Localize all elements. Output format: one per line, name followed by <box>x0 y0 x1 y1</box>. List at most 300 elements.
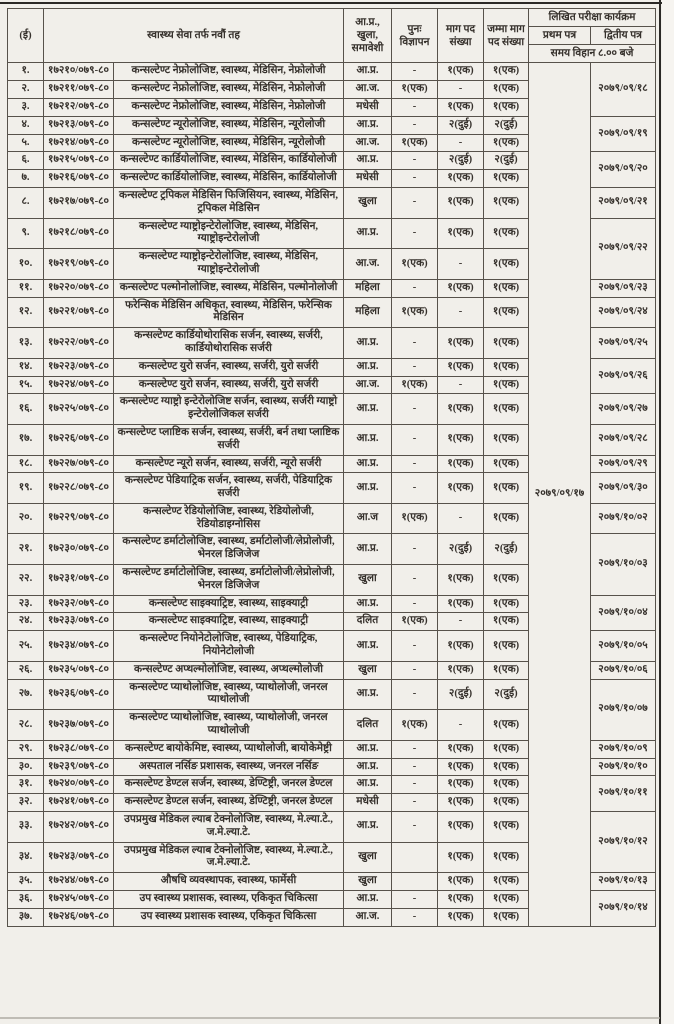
cell-readvert: - <box>392 776 438 794</box>
cell-serial: ५. <box>8 134 44 152</box>
vacancy-exam-schedule-table <box>7 8 656 927</box>
cell-total: १(एक) <box>484 218 529 249</box>
cell-readvert: - <box>392 394 438 425</box>
page-right-border-line <box>659 0 661 1024</box>
cell-category: आ.प्र. <box>344 679 392 710</box>
cell-advert-no: १७२३१/०७९-८० <box>44 565 114 596</box>
cell-position: कन्सल्टेण्ट प्लाष्टिक सर्जन, स्वास्थ्य, सर्जरी, बर्न तथा प्लाष्टिक सर्जरी <box>114 424 344 455</box>
cell-paper2-date: २०७९/१०/०७ <box>591 679 656 740</box>
cell-paper2-date: २०७९/१०/०३ <box>591 534 656 595</box>
cell-category: आ.प्र. <box>344 358 392 376</box>
cell-advert-no: १७२२४/०७९-८० <box>44 376 114 394</box>
cell-advert-no: १७२३८/०७९-८० <box>44 740 114 758</box>
cell-paper2-date: २०७९/०९/१९ <box>591 116 656 152</box>
cell-paper2-date: २०७९/०९/२१ <box>591 187 656 218</box>
cell-readvert: १(एक) <box>392 134 438 152</box>
cell-paper2-date: २०७९/०९/२७ <box>591 394 656 425</box>
cell-category: मधेसी <box>344 170 392 188</box>
cell-paper2-date: २०७९/०९/२५ <box>591 328 656 359</box>
cell-position: कन्सल्टेण्ट बायोकेमिष्ट, स्वास्थ्य, प्याथोलोजी, बायोकेमेष्ट्री <box>114 740 344 758</box>
cell-position: उपप्रमुख मेडिकल ल्याब टेक्नोलोजिष्ट, स्वास्थ्य, मे.ल्या.टे., ज.मे.ल्या.टे. <box>114 812 344 843</box>
cell-advert-no: १७२२५/०७९-८० <box>44 394 114 425</box>
cell-category: आ.प्र. <box>344 595 392 613</box>
cell-readvert: - <box>392 565 438 596</box>
cell-demand: १(एक) <box>438 794 484 812</box>
cell-advert-no: १७२३५/०७९-८० <box>44 661 114 679</box>
cell-demand: १(एक) <box>438 424 484 455</box>
cell-demand: १(एक) <box>438 565 484 596</box>
cell-advert-no: १७२३७/०७९-८० <box>44 710 114 741</box>
cell-total: १(एक) <box>484 710 529 741</box>
cell-demand: - <box>438 81 484 99</box>
cell-advert-no: १७२१०/०७९-८० <box>44 63 114 81</box>
cell-readvert: - <box>392 116 438 134</box>
cell-total: १(एक) <box>484 98 529 116</box>
cell-category: महिला <box>344 279 392 297</box>
cell-category: आ.प्र. <box>344 740 392 758</box>
cell-category: खुला <box>344 873 392 891</box>
cell-total: १(एक) <box>484 891 529 909</box>
cell-advert-no: १७२४३/०७९-८० <box>44 842 114 873</box>
cell-advert-no: १७२१५/०७९-८० <box>44 152 114 170</box>
cell-demand: - <box>438 297 484 328</box>
cell-total: १(एक) <box>484 908 529 926</box>
cell-total: १(एक) <box>484 473 529 504</box>
cell-serial: १८. <box>8 455 44 473</box>
cell-readvert: १(एक) <box>392 297 438 328</box>
table-body <box>8 63 656 926</box>
cell-serial: १९. <box>8 473 44 504</box>
cell-total: १(एक) <box>484 297 529 328</box>
cell-serial: २४. <box>8 613 44 631</box>
cell-readvert: - <box>392 631 438 662</box>
cell-paper2-date: २०७९/१०/०६ <box>591 661 656 679</box>
cell-paper2-date: २०७९/१०/०२ <box>591 503 656 534</box>
cell-serial: ३१. <box>8 776 44 794</box>
cell-category: आ.प्र. <box>344 534 392 565</box>
cell-total: १(एक) <box>484 455 529 473</box>
cell-readvert <box>392 873 438 891</box>
cell-serial: ३२. <box>8 794 44 812</box>
header-exam-program: लिखित परीक्षा कार्यक्रम <box>529 9 656 27</box>
cell-position: कन्सल्टेण्ट नियोनेटोलोजिष्ट, स्वास्थ्य, पेडियाट्रिक, नियोनेटोलोजी <box>114 631 344 662</box>
cell-paper2-date: २०७९/१०/१३ <box>591 873 656 891</box>
cell-category: आ.प्र. <box>344 758 392 776</box>
cell-demand: १(एक) <box>438 328 484 359</box>
cell-position: फरेन्सिक मेडिसिन अधिकृत, स्वास्थ्य, मेडिसिन, फरेन्सिक मेडिसिन <box>114 297 344 328</box>
cell-position: कन्सल्टेण्ट न्यूरोलोजिष्ट, स्वास्थ्य, मेडिसिन, न्यूरोलोजी <box>114 134 344 152</box>
cell-position: कन्सल्टेण्ट युरो सर्जन, स्वास्थ्य, सर्जरी, युरो सर्जरी <box>114 376 344 394</box>
cell-paper1-date: २०७९/०९/१७ <box>529 63 591 926</box>
cell-readvert: - <box>392 891 438 909</box>
cell-readvert: - <box>392 661 438 679</box>
cell-position: कन्सल्टेण्ट ट्रपिकल मेडिसिन फिजिसियन, स्वास्थ्य, मेडिसिन, ट्रपिकल मेडिसिन <box>114 187 344 218</box>
cell-demand: १(एक) <box>438 631 484 662</box>
cell-serial: २३. <box>8 595 44 613</box>
cell-total: १(एक) <box>484 63 529 81</box>
cell-category: आ.ज. <box>344 908 392 926</box>
cell-serial: २. <box>8 81 44 99</box>
cell-serial: २२. <box>8 565 44 596</box>
cell-serial: २६. <box>8 661 44 679</box>
cell-position: कन्सल्टेण्ट कार्डियोथोरासिक सर्जन, स्वास्थ्य, सर्जरी, कार्डियोथोरासिक सर्जरी <box>114 328 344 359</box>
cell-advert-no: १७२४०/०७९-८० <box>44 776 114 794</box>
cell-readvert: - <box>392 473 438 504</box>
cell-position: कन्सल्टेण्ट डेण्टल सर्जन, स्वास्थ्य, डेण्टिष्ट्री, जनरल डेण्टल <box>114 776 344 794</box>
cell-position: कन्सल्टेण्ट प्याथोलोजिष्ट, स्वास्थ्य, प्याथोलोजी, जनरल प्याथोलोजी <box>114 679 344 710</box>
cell-serial: १५. <box>8 376 44 394</box>
cell-total: २(दुई) <box>484 116 529 134</box>
cell-advert-no: १७२२७/०७९-८० <box>44 455 114 473</box>
cell-category: आ.ज. <box>344 376 392 394</box>
cell-category: आ.प्र. <box>344 328 392 359</box>
cell-total: १(एक) <box>484 170 529 188</box>
cell-serial: २१. <box>8 534 44 565</box>
cell-advert-no: १७२१२/०७९-८० <box>44 98 114 116</box>
cell-advert-no: १७२३६/०७९-८० <box>44 679 114 710</box>
cell-readvert: - <box>392 534 438 565</box>
cell-paper2-date: २०७९/१०/१४ <box>591 891 656 927</box>
cell-total: २(दुई) <box>484 679 529 710</box>
cell-advert-no: १७२१८/०७९-८० <box>44 218 114 249</box>
cell-category: आ.प्र. <box>344 63 392 81</box>
cell-paper2-date: २०७९/०९/२८ <box>591 424 656 455</box>
cell-serial: १७. <box>8 424 44 455</box>
cell-total: १(एक) <box>484 81 529 99</box>
cell-serial: ६. <box>8 152 44 170</box>
cell-serial: २९. <box>8 740 44 758</box>
cell-advert-no: १७२४२/०७९-८० <box>44 812 114 843</box>
cell-total: १(एक) <box>484 394 529 425</box>
cell-serial: १६. <box>8 394 44 425</box>
table-header <box>8 9 656 63</box>
cell-total: १(एक) <box>484 812 529 843</box>
cell-position: कन्सल्टेण्ट डेण्टल सर्जन, स्वास्थ्य, डेण्टिष्ट्री, जनरल डेण्टल <box>114 794 344 812</box>
cell-position: कन्सल्टेण्ट नेफ्रोलोजिष्ट, स्वास्थ्य, मेडिसिन, नेफ्रोलोजी <box>114 81 344 99</box>
cell-demand: १(एक) <box>438 394 484 425</box>
cell-total: १(एक) <box>484 595 529 613</box>
header-demand-count: माग पद संख्या <box>438 9 484 63</box>
cell-category: खुला <box>344 565 392 596</box>
cell-demand: १(एक) <box>438 812 484 843</box>
cell-category: आ.प्र. <box>344 424 392 455</box>
cell-position: कन्सल्टेण्ट कार्डियोलोजिष्ट, स्वास्थ्य, मेडिसिन, कार्डियोलोजी <box>114 152 344 170</box>
cell-total: १(एक) <box>484 758 529 776</box>
cell-demand: - <box>438 134 484 152</box>
cell-serial: ४. <box>8 116 44 134</box>
cell-readvert: - <box>392 358 438 376</box>
cell-position: कन्सल्टेण्ट ग्याष्ट्रोइन्टेरोलोजिष्ट, स्वास्थ्य, मेडिसिन, ग्याष्ट्रोइन्टेरोलोजी <box>114 218 344 249</box>
cell-readvert: - <box>392 595 438 613</box>
cell-total: १(एक) <box>484 134 529 152</box>
cell-serial: ११. <box>8 279 44 297</box>
cell-category: खुला <box>344 187 392 218</box>
cell-demand: - <box>438 376 484 394</box>
cell-category: मधेसी <box>344 98 392 116</box>
cell-readvert: - <box>392 63 438 81</box>
cell-advert-no: १७२२६/०७९-८० <box>44 424 114 455</box>
cell-advert-no: १७२११/०७९-८० <box>44 81 114 99</box>
cell-position: कन्सल्टेण्ट डर्माटोलोजिष्ट, स्वास्थ्य, डर्माटोलोजी/लेप्रोलोजी, भेनरल डिजिजेज <box>114 534 344 565</box>
cell-total: १(एक) <box>484 631 529 662</box>
cell-category: आ.प्र. <box>344 218 392 249</box>
cell-serial: १३. <box>8 328 44 359</box>
cell-readvert: - <box>392 170 438 188</box>
cell-advert-no: १७२४४/०७९-८० <box>44 873 114 891</box>
cell-paper2-date: २०७९/१०/१० <box>591 758 656 776</box>
cell-total: १(एक) <box>484 249 529 280</box>
cell-demand: - <box>438 249 484 280</box>
cell-readvert: १(एक) <box>392 81 438 99</box>
cell-demand: १(एक) <box>438 218 484 249</box>
cell-readvert: १(एक) <box>392 710 438 741</box>
cell-demand: - <box>438 710 484 741</box>
cell-serial: १. <box>8 63 44 81</box>
cell-readvert: - <box>392 679 438 710</box>
cell-category: महिला <box>344 297 392 328</box>
cell-category: खुला <box>344 842 392 873</box>
cell-advert-no: १७२१४/०७९-८० <box>44 134 114 152</box>
cell-total: १(एक) <box>484 842 529 873</box>
cell-position: कन्सल्टेण्ट ग्याष्ट्रोइन्टेरोलोजिष्ट, स्वास्थ्य, मेडिसिन, ग्याष्ट्रोइन्टेरोलोजी <box>114 249 344 280</box>
cell-advert-no: १७२४५/०७९-८० <box>44 891 114 909</box>
cell-serial: १०. <box>8 249 44 280</box>
cell-readvert: १(एक) <box>392 613 438 631</box>
cell-position: कन्सल्टेण्ट साइक्याट्रिष्ट, स्वास्थ्य, साइक्याट्री <box>114 613 344 631</box>
cell-readvert: - <box>392 908 438 926</box>
cell-serial: ७. <box>8 170 44 188</box>
cell-position: कन्सल्टेण्ट प्याथोलोजिष्ट, स्वास्थ्य, प्याथोलोजी, जनरल प्याथोलोजी <box>114 710 344 741</box>
cell-demand: १(एक) <box>438 279 484 297</box>
cell-total: १(एक) <box>484 424 529 455</box>
cell-position: कन्सल्टेण्ट युरो सर्जन, स्वास्थ्य, सर्जरी, युरो सर्जरी <box>114 358 344 376</box>
cell-total: १(एक) <box>484 328 529 359</box>
cell-serial: ३०. <box>8 758 44 776</box>
cell-position: औषधि व्यवस्थापक, स्वास्थ्य, फार्मेसी <box>114 873 344 891</box>
page-top-border-line <box>0 2 674 4</box>
cell-total: १(एक) <box>484 873 529 891</box>
page-bottom-border-line <box>0 1017 660 1019</box>
cell-total: १(एक) <box>484 661 529 679</box>
cell-serial: १२. <box>8 297 44 328</box>
cell-serial: ३६. <box>8 891 44 909</box>
cell-position: कन्सल्टेण्ट नेफ्रोलोजिष्ट, स्वास्थ्य, मेडिसिन, नेफ्रोलोजी <box>114 63 344 81</box>
cell-category: आ.ज. <box>344 134 392 152</box>
cell-position: उपप्रमुख मेडिकल ल्याब टेक्नोलोजिष्ट, स्वास्थ्य, मे.ल्या.टे., ज.मे.ल्या.टे. <box>114 842 344 873</box>
cell-position: कन्सल्टेण्ट नेफ्रोलोजिष्ट, स्वास्थ्य, मेडिसिन, नेफ्रोलोजी <box>114 98 344 116</box>
cell-advert-no: १७२२८/०७९-८० <box>44 473 114 504</box>
cell-serial: ८. <box>8 187 44 218</box>
cell-serial: २८. <box>8 710 44 741</box>
cell-category: आ.प्र. <box>344 455 392 473</box>
cell-demand: १(एक) <box>438 358 484 376</box>
cell-readvert: - <box>392 98 438 116</box>
cell-readvert: - <box>392 279 438 297</box>
cell-total: १(एक) <box>484 613 529 631</box>
cell-category: आ.ज. <box>344 81 392 99</box>
cell-demand: २(दुई) <box>438 116 484 134</box>
cell-advert-no: १७२२२/०७९-८० <box>44 328 114 359</box>
cell-paper2-date: २०७९/१०/११ <box>591 776 656 812</box>
cell-serial: ३३. <box>8 812 44 843</box>
header-first-paper: प्रथम पत्र <box>529 27 591 45</box>
cell-readvert: - <box>392 740 438 758</box>
cell-demand: १(एक) <box>438 661 484 679</box>
header-category: आ.प्र., खुला, समावेशी <box>344 9 392 63</box>
cell-category: आ.प्र. <box>344 152 392 170</box>
cell-paper2-date: २०७९/१०/०४ <box>591 595 656 631</box>
cell-category: आ.प्र. <box>344 631 392 662</box>
header-serial: (ई) <box>8 9 44 63</box>
cell-category: खुला <box>344 661 392 679</box>
cell-total: १(एक) <box>484 187 529 218</box>
cell-demand: १(एक) <box>438 63 484 81</box>
cell-category: आ.प्र. <box>344 776 392 794</box>
cell-total: २(दुई) <box>484 534 529 565</box>
cell-total: १(एक) <box>484 794 529 812</box>
cell-category: दलित <box>344 613 392 631</box>
cell-category: आ.प्र. <box>344 891 392 909</box>
cell-paper2-date: २०७९/१०/१२ <box>591 812 656 873</box>
cell-demand: २(दुई) <box>438 679 484 710</box>
cell-position: कन्सल्टेण्ट ग्याष्ट्रो इन्टेरोलोजिष्ट सर्जन, स्वास्थ्य, सर्जरी ग्याष्ट्रो इन्टेरोलोजिकल सर्जरी <box>114 394 344 425</box>
cell-demand: १(एक) <box>438 758 484 776</box>
cell-demand: २(दुई) <box>438 152 484 170</box>
cell-demand: - <box>438 613 484 631</box>
cell-total: १(एक) <box>484 503 529 534</box>
cell-position: कन्सल्टेण्ट न्यूरोलोजिष्ट, स्वास्थ्य, मेडिसिन, न्यूरोलोजी <box>114 116 344 134</box>
cell-paper2-date: २०७९/१०/०९ <box>591 740 656 758</box>
cell-category: आ.ज <box>344 503 392 534</box>
cell-advert-no: १७२२०/०७९-८० <box>44 279 114 297</box>
cell-category: आ.प्र. <box>344 473 392 504</box>
cell-readvert: - <box>392 152 438 170</box>
cell-advert-no: १७२३९/०७९-८० <box>44 758 114 776</box>
cell-serial: ३५. <box>8 873 44 891</box>
cell-paper2-date: २०७९/०९/२४ <box>591 297 656 328</box>
cell-demand: १(एक) <box>438 473 484 504</box>
cell-total: १(एक) <box>484 279 529 297</box>
page-right-margin <box>662 0 674 1024</box>
cell-position: कन्सल्टेण्ट डर्माटोलोजिष्ट, स्वास्थ्य, डर्माटोलोजी/लेप्रोलोजी, भेनरल डिजिजेज <box>114 565 344 596</box>
cell-readvert <box>392 842 438 873</box>
cell-total: १(एक) <box>484 776 529 794</box>
cell-position: कन्सल्टेण्ट साइक्याट्रिष्ट, स्वास्थ्य, साइक्याट्री <box>114 595 344 613</box>
cell-position: कन्सल्टेण्ट पेडियाट्रिक सर्जन, स्वास्थ्य, सर्जरी, पेडियाट्रिक सर्जरी <box>114 473 344 504</box>
cell-demand: १(एक) <box>438 842 484 873</box>
cell-demand: - <box>438 503 484 534</box>
cell-readvert: १(एक) <box>392 376 438 394</box>
cell-total: १(एक) <box>484 740 529 758</box>
header-readvertisement: पुनः विज्ञापन <box>392 9 438 63</box>
cell-paper2-date: २०७९/०९/२० <box>591 152 656 188</box>
cell-category: आ.प्र. <box>344 812 392 843</box>
cell-advert-no: १७२३३/०७९-८० <box>44 613 114 631</box>
cell-demand: १(एक) <box>438 740 484 758</box>
cell-serial: ९. <box>8 218 44 249</box>
cell-paper2-date: २०७९/०९/२६ <box>591 358 656 394</box>
cell-readvert: - <box>392 758 438 776</box>
cell-position: अस्पताल नर्सिङ प्रशासक, स्वास्थ्य, जनरल नर्सिङ <box>114 758 344 776</box>
cell-readvert: १(एक) <box>392 503 438 534</box>
cell-readvert: - <box>392 187 438 218</box>
cell-paper2-date: २०७९/०९/२३ <box>591 279 656 297</box>
cell-readvert: १(एक) <box>392 249 438 280</box>
cell-demand: १(एक) <box>438 98 484 116</box>
cell-position: कन्सल्टेण्ट न्यूरो सर्जन, स्वास्थ्य, सर्जरी, न्यूरो सर्जरी <box>114 455 344 473</box>
cell-readvert: - <box>392 455 438 473</box>
cell-demand: १(एक) <box>438 455 484 473</box>
cell-readvert: - <box>392 794 438 812</box>
cell-demand: १(एक) <box>438 891 484 909</box>
cell-demand: १(एक) <box>438 873 484 891</box>
cell-serial: २७. <box>8 679 44 710</box>
cell-total: १(एक) <box>484 376 529 394</box>
cell-advert-no: १७२४१/०७९-८० <box>44 794 114 812</box>
cell-paper2-date: २०७९/१०/०५ <box>591 631 656 662</box>
cell-total: २(दुई) <box>484 152 529 170</box>
cell-demand: २(दुई) <box>438 534 484 565</box>
cell-category: आ.ज. <box>344 249 392 280</box>
cell-readvert: - <box>392 812 438 843</box>
cell-serial: २५. <box>8 631 44 662</box>
cell-demand: १(एक) <box>438 187 484 218</box>
cell-serial: ३७. <box>8 908 44 926</box>
cell-readvert: - <box>392 328 438 359</box>
cell-readvert: - <box>392 218 438 249</box>
cell-category: मधेसी <box>344 794 392 812</box>
cell-demand: १(एक) <box>438 908 484 926</box>
cell-readvert: - <box>392 424 438 455</box>
header-service-level: स्वास्थ्य सेवा तर्फ नवौं तह <box>44 9 344 63</box>
cell-advert-no: १७२१६/०७९-८० <box>44 170 114 188</box>
cell-category: आ.प्र. <box>344 116 392 134</box>
cell-paper2-date: २०७९/०९/२२ <box>591 218 656 279</box>
cell-position: कन्सल्टेण्ट रेडियोलोजिष्ट, स्वास्थ्य, रेडियोलोजी, रेडियोडाइग्नोसिस <box>114 503 344 534</box>
cell-advert-no: १७२४६/०७९-८० <box>44 908 114 926</box>
cell-paper2-date: २०७९/०९/१८ <box>591 63 656 116</box>
cell-category: आ.प्र. <box>344 394 392 425</box>
cell-advert-no: १७२१३/०७९-८० <box>44 116 114 134</box>
cell-advert-no: १७२३४/०७९-८० <box>44 631 114 662</box>
cell-position: उप स्वास्थ्य प्रशासक, स्वास्थ्य, एकिकृत चिकित्सा <box>114 891 344 909</box>
header-second-paper: द्वितीय पत्र <box>591 27 656 45</box>
cell-advert-no: १७२२१/०७९-८० <box>44 297 114 328</box>
cell-paper2-date: २०७९/०९/३० <box>591 473 656 504</box>
cell-serial: ३४. <box>8 842 44 873</box>
cell-advert-no: १७२२९/०७९-८० <box>44 503 114 534</box>
cell-demand: १(एक) <box>438 595 484 613</box>
cell-advert-no: १७२३०/०७९-८० <box>44 534 114 565</box>
cell-demand: १(एक) <box>438 776 484 794</box>
header-exam-time: समय विहान ८.०० बजे <box>529 45 656 63</box>
cell-serial: १४. <box>8 358 44 376</box>
cell-position: कन्सल्टेण्ट अप्थल्मोलोजिष्ट, स्वास्थ्य, अप्थल्मोलोजी <box>114 661 344 679</box>
cell-position: उप स्वास्थ्य प्रशासक स्वास्थ्य, एकिकृत चिकित्सा <box>114 908 344 926</box>
cell-paper2-date: २०७९/०९/२९ <box>591 455 656 473</box>
cell-position: कन्सल्टेण्ट पल्मोनोलोजिष्ट, स्वास्थ्य, मेडिसिन, पल्मोनोलोजी <box>114 279 344 297</box>
cell-total: १(एक) <box>484 565 529 596</box>
cell-position: कन्सल्टेण्ट कार्डियोलोजिष्ट, स्वास्थ्य, मेडिसिन, कार्डियोलोजी <box>114 170 344 188</box>
cell-advert-no: १७२१९/०७९-८० <box>44 249 114 280</box>
cell-advert-no: १७२२३/०७९-८० <box>44 358 114 376</box>
cell-advert-no: १७२१७/०७९-८० <box>44 187 114 218</box>
cell-category: दलित <box>344 710 392 741</box>
cell-demand: १(एक) <box>438 170 484 188</box>
cell-total: १(एक) <box>484 358 529 376</box>
table-row <box>8 63 656 81</box>
header-total-count: जम्मा माग पद संख्या <box>484 9 529 63</box>
